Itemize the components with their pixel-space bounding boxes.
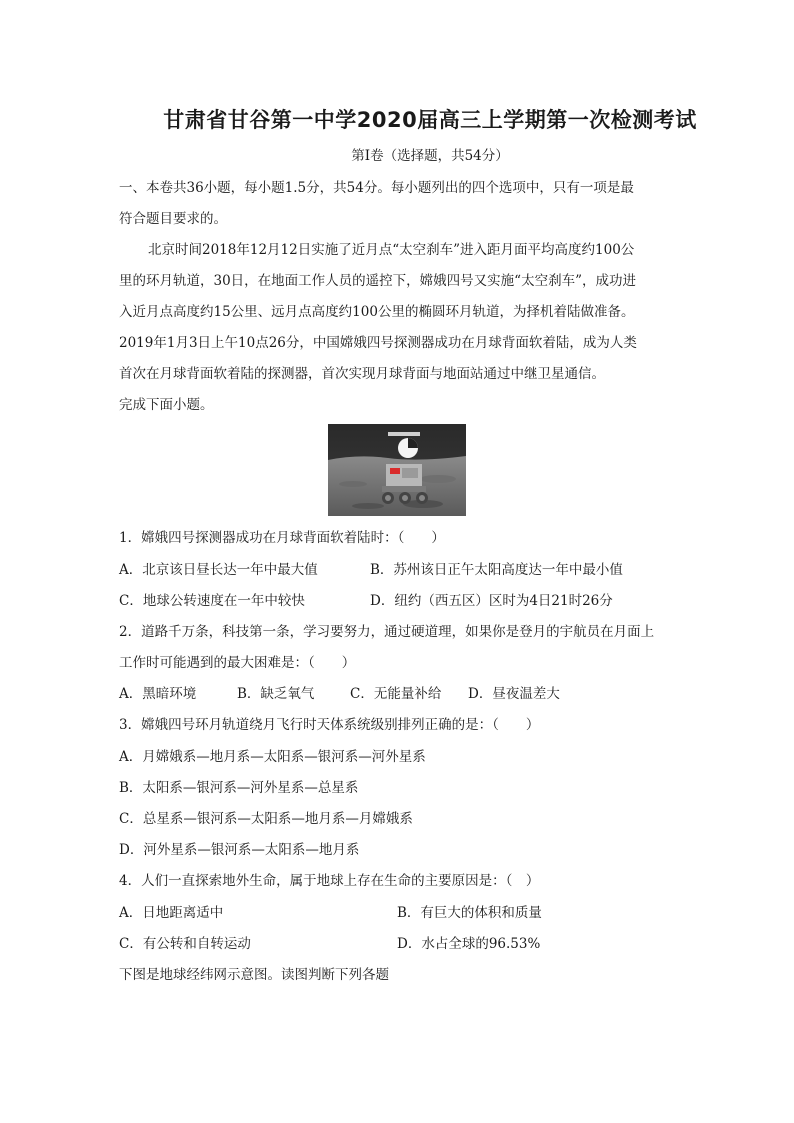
passage-line: 入近月点高度约15公里、远月点高度约100公里的椭圆环月轨道，为择机着陆做准备。: [119, 304, 635, 320]
moon-rover-photo: [328, 424, 466, 516]
passage-line: 2019年1月3日上午10点26分，中国嫦娥四号探测器成功在月球背面软着陆，成为人类: [119, 335, 637, 351]
question-2-stem: 工作时可能遇到的最大困难是：（ ）: [119, 655, 356, 671]
question-2-option-d: D．昼夜温差大: [468, 686, 560, 702]
passage-line: 完成下面小题。: [119, 397, 214, 413]
question-2-option-c: C．无能量补给: [350, 686, 442, 702]
question-2-option-a: A．黑暗环境: [119, 686, 197, 702]
question-3-option-b: B．太阳系—银河系—河外星系—总星系: [119, 780, 359, 796]
question-1-option-a: A．北京该日昼长达一年中最大值: [119, 562, 318, 578]
instructions-line: 一、本卷共36小题，每小题1.5分，共54分。每小题列出的四个选项中，只有一项是最: [119, 180, 634, 196]
question-2-option-b: B．缺乏氧气: [237, 686, 315, 702]
question-1-option-b: B．苏州该日正午太阳高度达一年中最小值: [370, 562, 623, 578]
section-subtitle: 第Ⅰ卷（选择题，共54分）: [351, 148, 509, 164]
question-1-option-d: D．纽约（西五区）区时为4日21时26分: [370, 593, 613, 609]
exam-title: 甘肃省甘谷第一中学2020届高三上学期第一次检测考试: [163, 108, 697, 132]
question-4-option-c: C．有公转和自转运动: [119, 936, 251, 952]
instructions-line: 符合题目要求的。: [119, 211, 227, 227]
question-4-option-d: D．水占全球的96.53%: [397, 936, 541, 952]
question-1-stem: 1．嫦娥四号探测器成功在月球背面软着陆时：（ ）: [119, 530, 445, 546]
question-1-option-c: C．地球公转速度在一年中较快: [119, 593, 305, 609]
question-3-option-c: C．总星系—银河系—太阳系—地月系—月嫦娥系: [119, 811, 413, 827]
question-2-stem: 2．道路千万条，科技第一条，学习要努力，通过硬道理，如果你是登月的宇航员在月面上: [119, 624, 655, 640]
question-4-option-b: B．有巨大的体积和质量: [397, 905, 542, 921]
question-4-stem: 4．人们一直探索地外生命，属于地球上存在生命的主要原因是：（ ）: [119, 873, 540, 889]
next-section-intro: 下图是地球经纬网示意图。读图判断下列各题: [119, 967, 389, 983]
moon-rover-illustration: [328, 424, 466, 516]
question-3-stem: 3．嫦娥四号环月轨道绕月飞行时天体系统级别排列正确的是：（ ）: [119, 717, 540, 733]
passage-line: 里的环月轨道，30日，在地面工作人员的遥控下，嫦娥四号又实施“太空刹车”，成功进: [119, 273, 636, 289]
question-3-option-a: A．月嫦娥系—地月系—太阳系—银河系—河外星系: [119, 749, 426, 765]
question-4-option-a: A．日地距离适中: [119, 905, 224, 921]
passage-line: 北京时间2018年12月12日实施了近月点“太空刹车”进入距月面平均高度约100公: [148, 242, 635, 258]
passage-line: 首次在月球背面软着陆的探测器，首次实现月球背面与地面站通过中继卫星通信。: [119, 366, 605, 382]
question-3-option-d: D．河外星系—银河系—太阳系—地月系: [119, 842, 360, 858]
